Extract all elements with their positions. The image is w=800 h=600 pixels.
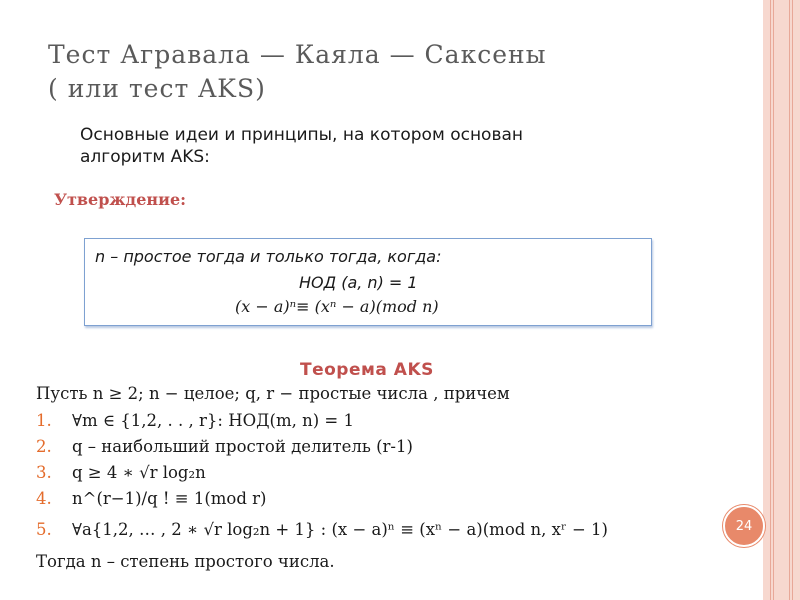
item-text: n^(r−1)/q ! ≡ 1(mod r) [72,489,267,508]
decorative-line [792,0,793,600]
claim-box [84,238,652,326]
theorem-item-1 [36,411,354,430]
item-text: ∀m ∈ {1,2, . . , r}: НОД(m, n) = 1 [72,411,354,430]
item-text: q ≥ 4 ∗ √r log₂n [72,463,206,482]
decorative-line [789,0,790,600]
theorem-item-3 [36,463,206,482]
theorem-title: Теорема AKS [300,360,434,380]
title-line-1: Тест Агравала — Каяла — Саксены [48,40,547,69]
item-number: 4. [36,489,52,508]
subtitle: Основные идеи и принципы, на котором основан алгоритм AKS: [80,125,524,167]
theorem-item-2 [36,437,413,456]
page-number-badge: 24 [723,505,765,547]
decorative-line [773,0,774,600]
slide-title [48,38,648,106]
item-text: q – наибольший простой делитель (r-1) [72,437,413,456]
title-line-2: ( или тест AKS) [48,74,266,103]
claim-line-3: (x − a)ⁿ≡ (xⁿ − a)(mod n) [235,297,439,316]
theorem-item-4 [36,489,267,508]
claim-line-1: n – простое тогда и только тогда, когда: [95,247,442,266]
decorative-band [763,0,800,600]
theorem-intro: Пусть n ≥ 2; n − целое; q, r − простые числа , причем [36,384,510,403]
item-text: ∀a{1,2, … , 2 ∗ √r log₂n + 1} : (x − a)ⁿ ≡ (xⁿ − a)(mod n, xʳ − 1) [72,520,608,539]
item-number: 1. [36,411,52,430]
claim-label: Утверждение: [54,190,187,209]
item-number: 2. [36,437,52,456]
claim-line-2: НОД (a, n) = 1 [299,273,418,292]
theorem-item-5 [36,520,608,539]
item-number: 5. [36,520,52,539]
item-number: 3. [36,463,52,482]
theorem-conclusion: Тогда n – степень простого числа. [36,552,335,571]
decorative-line [770,0,771,600]
